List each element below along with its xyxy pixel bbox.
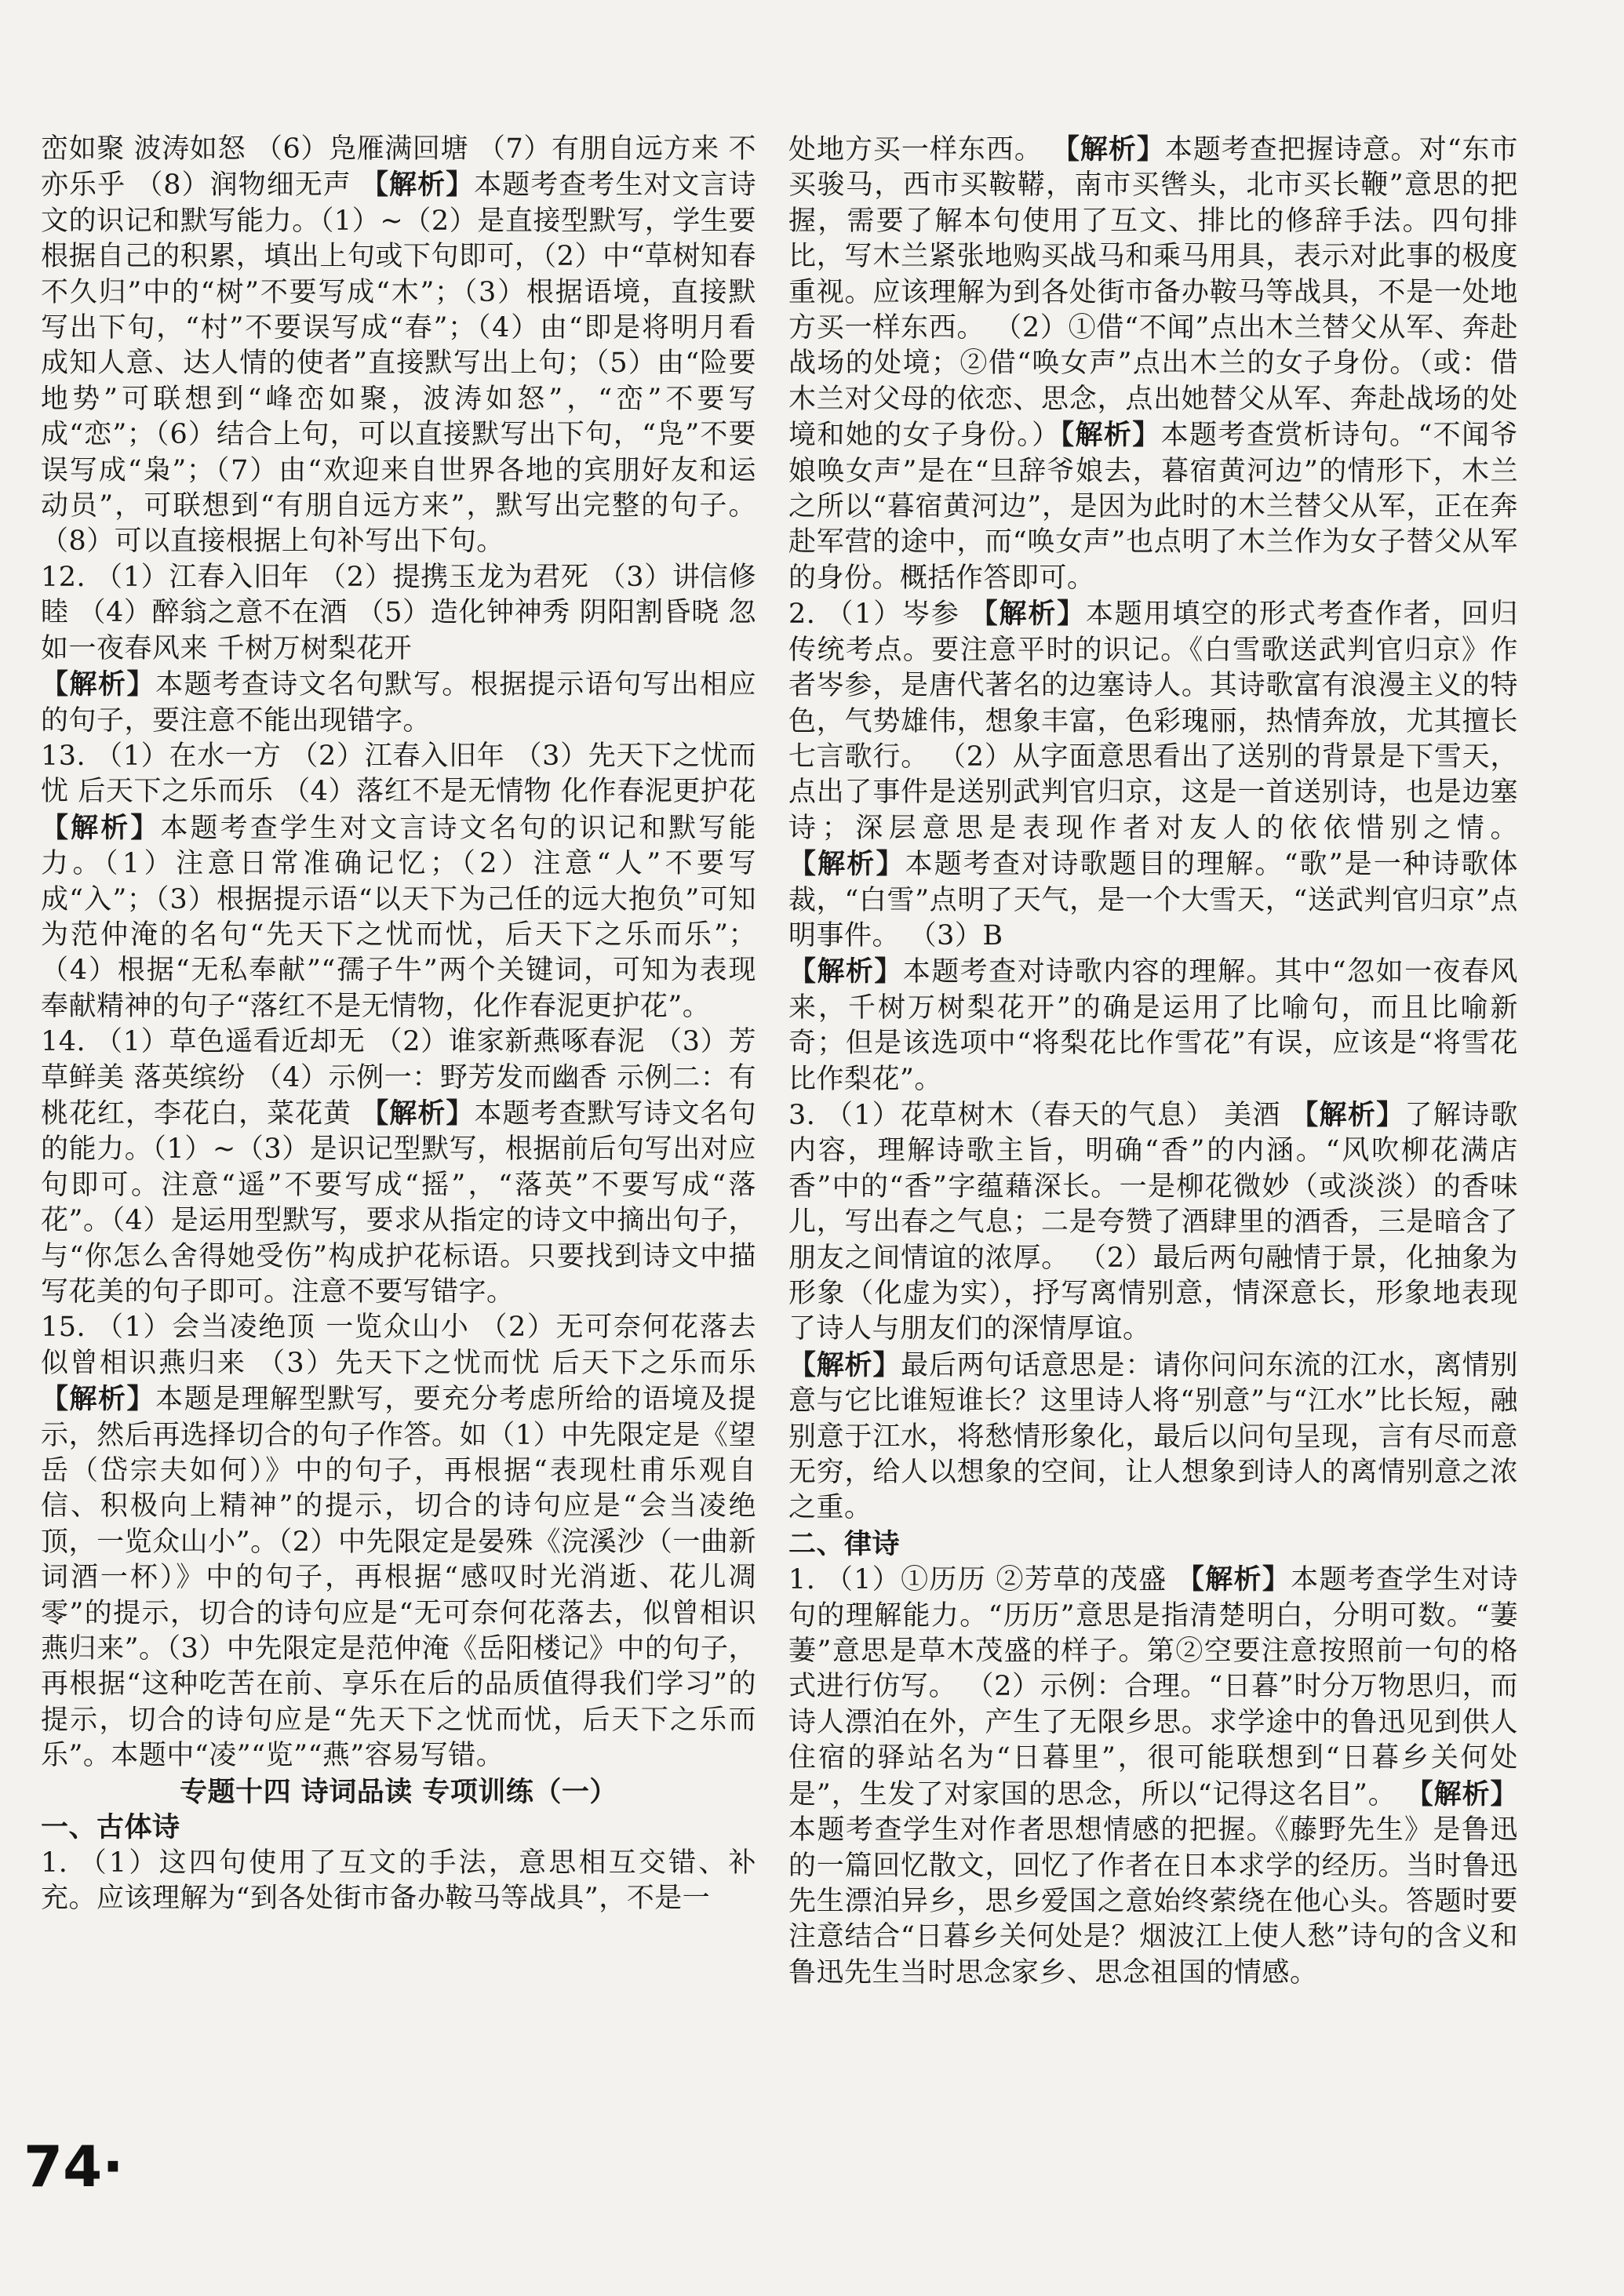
- analysis-tag: 【解析】: [970, 598, 1086, 631]
- text-run: 本题考查默写诗文名句的能力。（1）~（3）是识记型默写，根据前后句写出对应句即可。注意“遥”不要写成“摇”，“落英”不要写成“落花”。（4）是运用型默写，要求从指定的诗文中摘出句子，与“你怎么舍得她受伤”构成护花标语。只要找到诗文中描写花美的句子即可。注意不要写错字。: [41, 1097, 756, 1308]
- analysis-tag: 【解析】: [41, 811, 161, 844]
- text-run: 本题考查对诗歌内容的理解。其中“忽如一夜春风来，千树万树梨花开”的确是运用了比喻句，而且比喻新奇；但是该选项中“将梨花比作雪花”有误，应该是“将雪花比作梨花”。: [788, 956, 1518, 1095]
- text-run: 本题考查学生对文言诗文名句的识记和默写能力。（1）注意日常准确记忆；（2）注意“人”不要写成“入”；（3）根据提示语“以天下为己任的远大抱负”可知为范仲淹的名句“先天下之忧而忧，后天下之乐而乐”；（4）根据“无私奉献”“孺子牛”两个关键词，可知为表现奉献精神的句子“落红不是无情物，化作春泥更护花”。: [41, 812, 756, 1022]
- text-run: 最后两句话意思是：请你问问东流的江水，离情别意与它比谁短谁长？这里诗人将“别意”与“江水”比长短，融别意于江水，将愁情形象化，最后以问句呈现，言有尽而意无穷，给人以想象的空间，让人想象到诗人的离情别意之浓之重。: [788, 1349, 1518, 1524]
- text-run: 本题用填空的形式考查作者，回归传统考点。要注意平时的识记。《白雪歌送武判官归京》作者岑参，是唐代著名的边塞诗人。其诗歌富有浪漫主义的特色，气势雄伟，想象丰富，色彩瑰丽，热情奔放，尤其擅长七言歌行。 （2）从字面意思看出了送别的背景是下雪天，点出了事件是送别武判官归京，这是一首送别诗，也是边塞诗；深层意思是表现作者对友人的依依惜别之情。: [788, 599, 1518, 844]
- page-number: 74·: [24, 2134, 124, 2200]
- text-run: 本题是理解型默写，要充分考虑所给的语境及提示，然后再选择切合的句子作答。如（1）中先限定是《望岳（岱宗夫如何）》中的句子，再根据“表现杜甫乐观自信、积极向上精神”的提示，切合的诗句应是“会当凌绝顶，一览众山小”。（2）中先限定是晏殊《浣溪沙（一曲新词酒一杯）》中的句子，再根据“感叹时光消逝、花儿凋零”的提示，切合的诗句应是“无可奈何花落去，似曾相识燕归来”。（3）中先限定是范仲淹《岳阳楼记》中的句子，再根据“这种吃苦在前、享乐在后的品质值得我们学习”的提示，切合的诗句应是“先天下之忧而忧，后天下之乐而乐”。本题中“凌”“览”“燕”容易写错。: [41, 1384, 756, 1772]
- text-run: 处地方买一样东西。: [788, 134, 1052, 166]
- analysis-tag: 【解析】: [1060, 419, 1161, 452]
- text-run: 本题考查学生对作者思想情感的把握。《藤野先生》是鲁迅的一篇回忆散文，回忆了作者在日本求学的经历。当时鲁迅先生漂泊异乡，思乡爱国之意始终萦绕在他心头。答题时要注意结合“日暮乡关何处是？烟波江上使人愁”诗句的含义和鲁迅先生当时思念家乡、思念祖国的情感。: [788, 1814, 1518, 1989]
- answer-paragraph: [788, 1562, 1518, 1991]
- text-run: 本题考查诗文名句默写。根据提示语句写出相应的句子，要注意不能出现错字。: [41, 669, 756, 737]
- text-run: 12. （1）江春入旧年 （2）提携玉龙为君死 （3）讲信修睦 （4）醉翁之意不在酒 （5）造化钟神秀 阴阳割昏晓 忽如一夜春风来 千树万树梨花开: [41, 561, 756, 664]
- analysis-tag: 【解析】: [1051, 133, 1165, 166]
- answer-paragraph: [788, 1097, 1518, 1348]
- text-run: 1. （1）①历历 ②芳草的茂盛: [788, 1564, 1177, 1596]
- answer-paragraph: [41, 560, 756, 667]
- answer-paragraph: [41, 667, 756, 739]
- analysis-tag: 【解析】: [41, 1383, 156, 1416]
- analysis-tag: 【解析】: [361, 1097, 475, 1130]
- text-run: 3. （1）花草树木（春天的气息） 美酒: [788, 1099, 1291, 1131]
- section-heading: 二、律诗: [788, 1527, 901, 1560]
- analysis-tag: 【解析】: [1176, 1563, 1291, 1596]
- analysis-tag: 【解析】: [788, 848, 905, 881]
- answer-paragraph: [41, 1846, 756, 1917]
- text-run: 1. （1）这四句使用了互文的手法，意思相互交错、补充。应该理解为“到各处街市备办鞍马等战具”，不是一: [41, 1847, 756, 1914]
- text-run: 本题考查学生对诗句的理解能力。“历历”意思是指清楚明白，分明可数。“萋萋”意思是草木茂盛的样子。第②空要注意按照前一句的格式进行仿写。 （2）示例：合理。“日暮”时分万物思归，而诗人漂泊在外，产生了无限乡思。求学途中的鲁迅见到供人住宿的驿站名为“日暮里”，很可能联想到“日暮乡关何处是”，生发了对家国的思念，所以“记得这名目”。: [788, 1564, 1518, 1810]
- text-run: 本题考查考生对文言诗文的识记和默写能力。（1）~（2）是直接型默写，学生要根据自己的积累，填出上句或下句即可，（2）中“草树知春不久归”中的“树”不要写成“木”；（3）根据语境，直接默写出下句，“村”不要误写成“春”；（4）由“即是将明月看成知人意、达人情的使者”直接默写出上句；（5）由“险要地势”可联想到“峰峦如聚，波涛如怒”，“峦”不要写成“恋”；（6）结合上句，可以直接默写出下句，“凫”不要误写成“枭”；（7）由“欢迎来自世界各地的宾朋好友和运动员”，可联想到“有朋自远方来”，默写出完整的句子。（8）可以直接根据上句补写出下句。: [41, 169, 756, 558]
- section-title: 专题十四 诗词品读 专项训练（一）: [180, 1775, 617, 1808]
- analysis-tag: 【解析】: [1405, 1777, 1518, 1810]
- analysis-tag: 【解析】: [41, 668, 156, 701]
- left-column: [41, 132, 756, 1916]
- text-run: 了解诗歌内容，理解诗歌主旨，明确“香”的内涵。“风吹柳花满店香”中的“香”字蕴藉深长。一是柳花微妙（或淡淡）的香味儿，写出春之气息；二是夸赞了酒肆里的酒香，三是暗含了朋友之间情谊的浓厚。 （2）最后两句融情于景，化抽象为形象（化虚为实），抒写离情别意，情深意长，形象地表现了诗人与朋友们的深情厚谊。: [788, 1099, 1518, 1345]
- answer-paragraph: [41, 132, 756, 560]
- analysis-tag: 【解析】: [1291, 1098, 1405, 1131]
- text-run: 14. （1）草色遥看近却无 （2）谁家新燕啄春泥 （3）芳草鲜美 落英缤纷 （4）示例一：野芳发而幽香 示例二：有桃花红，李花白，菜花黄: [41, 1026, 756, 1130]
- text-run: 15. （1）会当凌绝顶 一览众山小 （2）无可奈何花落去 似曾相识燕归来 （3）先天下之忧而忧 后天下之乐而乐: [41, 1312, 756, 1379]
- text-run: 峦如聚 波涛如怒 （6）凫雁满回塘 （7）有朋自远方来 不亦乐乎 （8）润物细无声: [41, 133, 756, 202]
- answer-paragraph: [788, 132, 1518, 596]
- answer-paragraph: [788, 954, 1518, 1097]
- analysis-tag: 【解析】: [361, 169, 475, 202]
- analysis-tag: 【解析】: [788, 1348, 901, 1381]
- answer-paragraph: [41, 1024, 756, 1310]
- right-column: [788, 132, 1518, 1991]
- text-run: 本题考查对诗歌题目的理解。“歌”是一种诗歌体裁，“白雪”点明了天气，是一个大雪天，“送武判官归京”点明事件。 （3）B: [788, 849, 1518, 952]
- answer-paragraph: [788, 596, 1518, 954]
- text-run: 2. （1）岑参: [788, 599, 970, 631]
- analysis-tag: 【解析】: [788, 955, 903, 988]
- section-heading: 一、古体诗: [41, 1811, 180, 1844]
- text-run: 13. （1）在水一方 （2）江春入旧年 （3）先天下之忧而忧 后天下之乐而乐 （4）落红不是无情物 化作春泥更护花: [41, 740, 756, 808]
- answer-paragraph: [41, 739, 756, 1024]
- answer-paragraph: [41, 1310, 756, 1774]
- answer-paragraph: [788, 1348, 1518, 1526]
- text-run: 本题考查把握诗意。对“东市买骏马，西市买鞍鞯，南市买辔头，北市买长鞭”意思的把握，需要了解本句使用了互文、排比的修辞手法。四句排比，写木兰紧张地购买战马和乘马用具，表示对此事的极度重视。应该理解为到各处街市备办鞍马等战具，不是一处地方买一样东西。 （2）①借“不闻”点出木兰替父从军、奔赴战场的处境；②借“唤女声”点出木兰的女子身份。（或：借木兰对父母的依恋、思念，点出她替父从军、奔赴战场的处境和她的女子身份。）: [788, 134, 1518, 452]
- text-run: 本题考查赏析诗句。“不闻爷娘唤女声”是在“旦辞爷娘去，暮宿黄河边”的情形下，木兰之所以“暮宿黄河边”，是因为此时的木兰替父从军，正在奔赴军营的途中，而“唤女声”也点明了木兰作为女子替父从军的身份。概括作答即可。: [788, 420, 1518, 594]
